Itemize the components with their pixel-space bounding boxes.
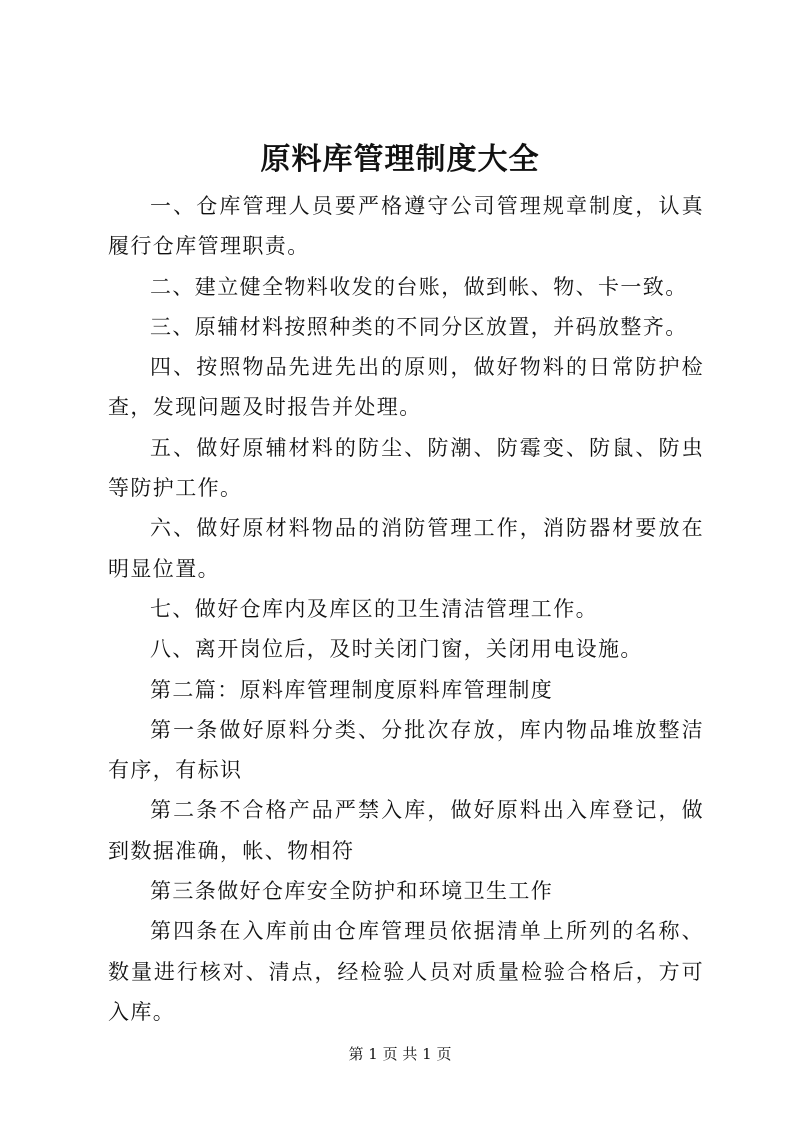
article-3: 第三条做好仓库安全防护和环境卫生工作 — [150, 879, 554, 904]
page-number-footer: 第 1 页 共 1 页 — [348, 1045, 452, 1063]
paragraph-5: 五、做好原辅材料的防尘、防潮、防霉变、防鼠、防虫等防护工作。 — [108, 435, 704, 501]
paragraph-7: 七、做好仓库内及库区的卫生清洁管理工作。 — [150, 596, 598, 621]
article-4: 第四条在入库前由仓库管理员依据清单上所列的名称、数量进行核对、清点，经检验人员对质量检验合格后，方可入库。 — [108, 919, 704, 1024]
paragraph-3: 三、原辅材料按照种类的不同分区放置，并码放整齐。 — [150, 314, 688, 339]
paragraph-8: 八、离开岗位后，及时关闭门窗，关闭用电设施。 — [150, 637, 643, 662]
article-1: 第一条做好原料分类、分批次存放，库内物品堆放整洁有序，有标识 — [108, 717, 704, 783]
paragraph-1: 一、仓库管理人员要严格遵守公司管理规章制度，认真履行仓库管理职责。 — [108, 194, 704, 259]
paragraph-2: 二、建立健全物料收发的台账，做到帐、物、卡一致。 — [150, 274, 688, 299]
paragraph-6: 六、做好原材料物品的消防管理工作，消防器材要放在明显位置。 — [108, 516, 704, 581]
document-title: 原料库管理制度大全 — [260, 142, 540, 177]
section-heading-part-two: 第二篇：原料库管理制度原料库管理制度 — [150, 677, 554, 702]
paragraph-4: 四、按照物品先进先出的原则，做好物料的日常防护检查，发现问题及时报告并处理。 — [108, 355, 704, 420]
article-2: 第二条不合格产品严禁入库，做好原料出入库登记，做到数据准确，帐、物相符 — [108, 798, 704, 863]
document-body — [108, 186, 704, 1032]
